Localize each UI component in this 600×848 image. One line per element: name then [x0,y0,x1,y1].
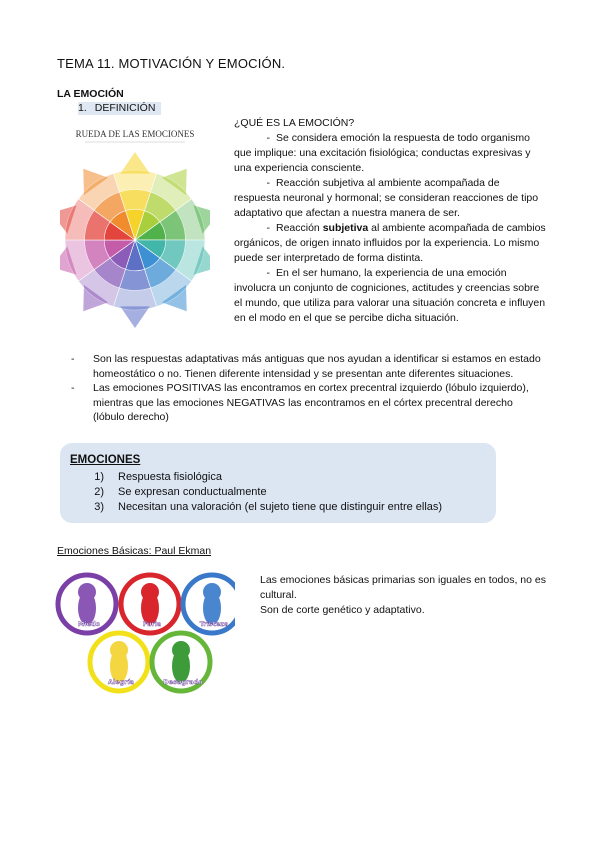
wheel-slices [65,170,205,310]
wheel-title: RUEDA DE LAS EMOCIONES [75,129,195,139]
question-heading: ¿QUÉ ES LA EMOCIÓN? [234,117,355,129]
character-label: Desagrado [163,678,203,686]
definition-item: - Reacción subjetiva al ambiente acompañada de cambios orgánicos, de origen innato influidos por la experiencia. Lo mismo puede ser interpretado de forma distinta. [234,222,546,264]
bullet-item: - Las emociones POSITIVAS las encontramos en cortex precentral izquierdo (lóbulo izquierdo), mientras que las emociones NEGATIVAS las encontramos en el córtex precentral derecho (lóbulo derecho) [71,382,529,423]
character-label: Miedo [77,620,101,628]
character-label: Alegría [107,678,135,686]
bold-word: subjetiva [322,222,369,234]
character-label: Furia [142,620,162,628]
character-badge [121,575,179,633]
basic-emotions-image [55,572,235,697]
bullet-list [71,352,541,425]
character-badge [152,633,210,691]
character-badge [183,575,235,633]
box-title: EMOCIONES [70,454,141,466]
definition-item: - Se considera emoción la respuesta de todo organismo que implique: una excitación fisiológica; conductas expresivas y una experiencia consciente. [234,132,531,174]
emotion-wheel-image [60,120,210,330]
box-item: 1) Respuesta fisiológica [94,471,222,483]
character-badge [90,633,148,691]
box-item: 2) Se expresan conductualmente [94,486,267,498]
character-badge [58,575,116,633]
ekman-heading: Emociones Básicas: Paul Ekman [57,545,212,557]
definitions-list [234,131,546,326]
basic-text-line: Son de corte genético y adaptativo. [260,604,425,616]
subsection-number: 1. [78,102,87,114]
bullet-item: - Son las respuestas adaptativas más antiguas que nos ayudan a identificar si estamos en estado homeostático o no. Tienen diferente intensidad y se presentan ante diferentes situaciones. [71,353,541,380]
box-item: 3) Necesitan una valoración (el sujeto tiene que distinguir entre ellas) [94,501,443,513]
basic-text-line: Las emociones básicas primarias son iguales en todos, no es cultural. [260,574,546,601]
section-heading: LA EMOCIÓN [57,88,124,100]
definition-item: - En el ser humano, la experiencia de una emoción involucra un conjunto de cogniciones, actitudes y creencias sobre el mundo, que utiliza para valorar una situación concreta e influyen en el modo en el que se percibe dicha situación. [234,267,546,324]
page-title: TEMA 11. MOTIVACIÓN Y EMOCIÓN. [57,56,286,71]
character-label: Tristeza [199,620,229,628]
emotions-summary-box [60,443,496,523]
definition-item: - Reacción subjetiva al ambiente acompañada de respuesta neuronal y hormonal; se consideran reacciones de tipo adaptativo que afectan a nuestra manera de ser. [234,177,539,219]
subsection-label: DEFINICIÓN [94,102,156,114]
subsection-heading [78,102,161,115]
basic-emotions-text [260,573,550,618]
